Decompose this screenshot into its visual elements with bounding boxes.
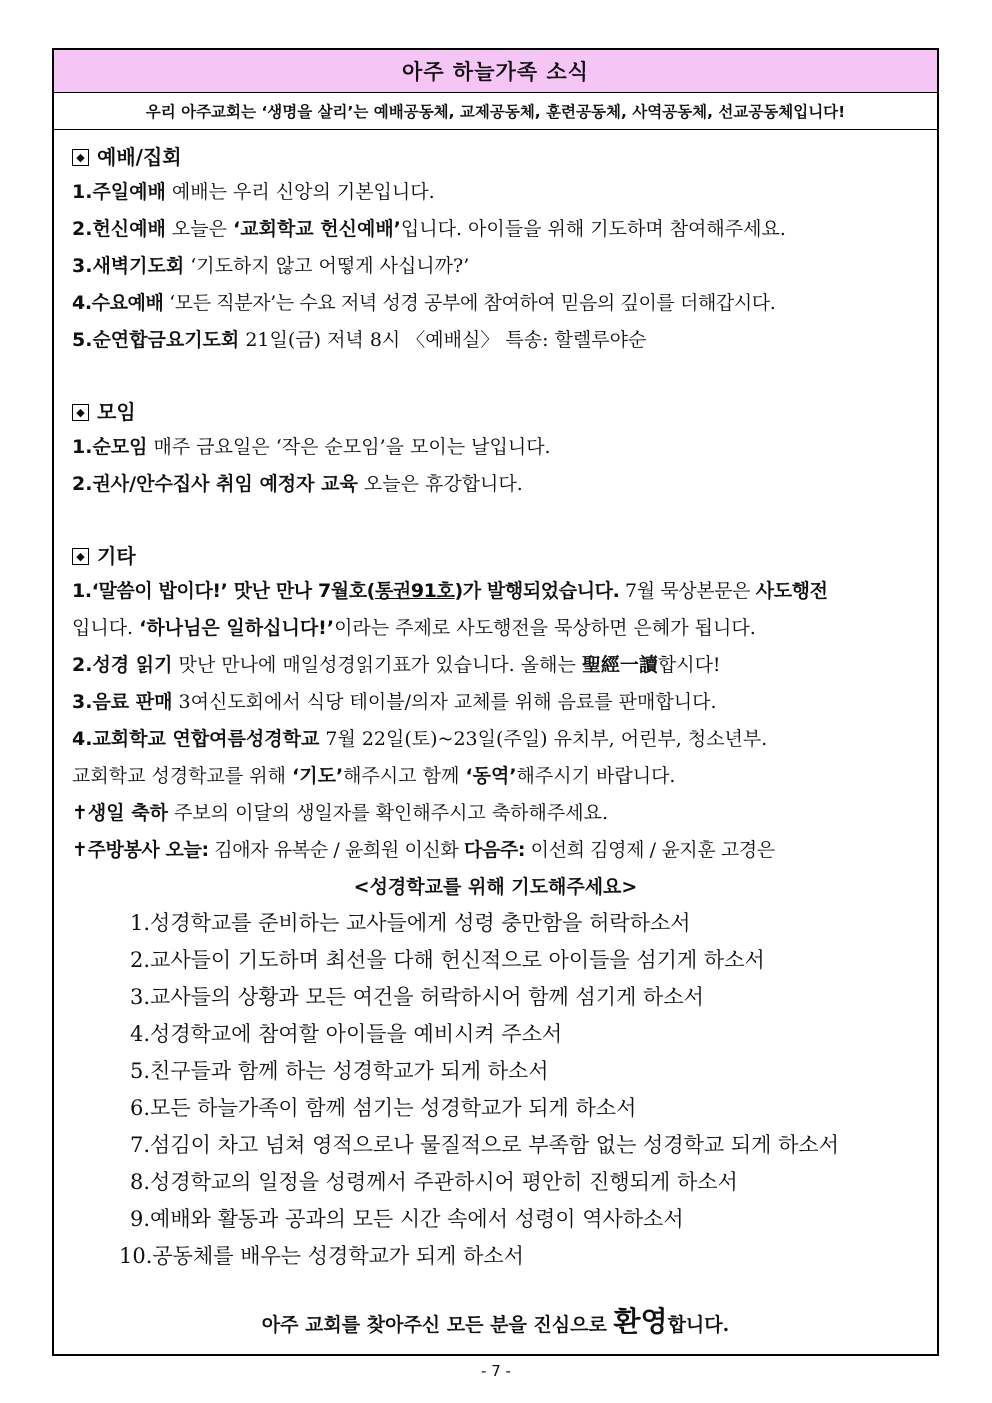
item-text: 7월 22일(토)~23일(주일) 유치부, 어린부, 청소년부. (319, 728, 768, 750)
item-label: 1.‘말씀이 밥이다!’ 맛난 만나 7월호( (72, 580, 375, 602)
worship-item (72, 174, 919, 211)
cross-icon: ✝ (72, 802, 88, 824)
page-number: - 7 - (481, 1362, 511, 1380)
prayer-item: 10.공동체를 배우는 성경학교가 되게 하소서 (119, 1244, 524, 1268)
item-label: 2.성경 읽기 (72, 654, 173, 676)
item-label: 3.음료 판매 (72, 691, 173, 713)
item-label: 1.순모임 (72, 436, 148, 458)
item-text: 이라는 주제로 사도행전을 묵상하면 은혜가 됩니다. (334, 617, 756, 639)
page-title: 아주 하늘가족 소식 (54, 50, 937, 93)
item-emphasis: 사도행전 (755, 580, 828, 602)
item-text: 입니다. (72, 617, 140, 639)
bulletin-frame (52, 48, 939, 1356)
item-text: 오늘은 휴강합니다. (357, 473, 523, 495)
diamond-in-square-icon: ◆ (72, 404, 89, 421)
item-emphasis: 聖經一讀 (581, 654, 658, 676)
item-text: 매주 금요일은 ‘작은 순모임’을 모이는 날입니다. (147, 436, 551, 458)
item-label: 생일 축하 (87, 802, 168, 824)
prayer-item: 9.예배와 활동과 공과의 모든 시간 속에서 성령이 역사하소서 (130, 1207, 684, 1231)
worship-item (72, 285, 919, 322)
item-label: 다음주: (463, 839, 526, 861)
prayer-item: 6.모든 하늘가족이 함께 섬기는 성경학교가 되게 하소서 (130, 1096, 637, 1120)
prayer-item: 8.성경학교의 일정을 성령께서 주관하시어 평안히 진행되게 하소서 (130, 1170, 738, 1194)
section-title: 기타 (97, 544, 136, 568)
etc-item-continued (72, 610, 919, 647)
item-label: 주방봉사 오늘: (87, 839, 209, 861)
prayer-item: 4.성경학교에 참여할 아이들을 예비시켜 주소서 (130, 1022, 563, 1046)
meeting-item (72, 429, 919, 466)
item-label: 2.헌신예배 (72, 218, 166, 240)
cross-icon: ✝ (72, 839, 88, 861)
church-motto: 우리 아주교회는 ‘생명을 살리’는 예배공동체, 교제공동체, 훈련공동체, 사역공동체, 선교공동체입니다! (54, 93, 937, 130)
item-emphasis: ‘하나님은 일하십니다!’ (139, 617, 335, 639)
birthday-notice (72, 795, 919, 832)
etc-item (72, 721, 919, 758)
etc-item (72, 573, 919, 610)
etc-item (72, 684, 919, 721)
item-emphasis: ‘동역’ (465, 765, 517, 787)
item-label: 5.순연합금요기도회 (72, 329, 240, 351)
item-text: 합시다! (657, 654, 721, 676)
item-text: 3여신도회에서 식당 테이블/의자 교체를 위해 음료를 판매합니다. (172, 691, 717, 713)
item-text: ‘기도하지 않고 어떻게 사십니까?’ (184, 255, 470, 277)
etc-item (72, 647, 919, 684)
meeting-item (72, 466, 919, 503)
item-text: 교회학교 성경학교를 위해 (72, 765, 293, 787)
item-text: 주보의 이달의 생일자를 확인해주시고 축하해주세요. (167, 802, 608, 824)
item-label: )가 발행되었습니다. (454, 580, 620, 602)
diamond-in-square-icon: ◆ (72, 548, 89, 565)
item-emphasis: ‘교회학교 헌신예배’ (233, 218, 401, 240)
item-label: 4.수요예배 (72, 292, 164, 314)
item-text: 오늘은 (165, 218, 234, 240)
worship-item (72, 211, 919, 248)
prayer-item: 2.교사들이 기도하며 최선을 다해 헌신적으로 아이들을 섬기게 하소서 (130, 948, 765, 972)
bulletin-content (54, 130, 937, 1275)
item-label: 4.교회학교 연합여름성경학교 (72, 728, 320, 750)
item-text: 해주시기 바랍니다. (516, 765, 676, 787)
prayer-item: 1.성경학교를 준비하는 교사들에게 성령 충만함을 허락하소서 (130, 911, 691, 935)
item-label: 3.새벽기도회 (72, 255, 185, 277)
item-emphasis: ‘기도’ (292, 765, 344, 787)
kitchen-service (72, 832, 919, 869)
worship-item (72, 322, 919, 359)
prayer-item: 3.교사들의 상황과 모든 여건을 허락하시어 함께 섬기게 하소서 (130, 985, 704, 1009)
item-label: 1.주일예배 (72, 181, 166, 203)
welcome-text: 합니다. (667, 1314, 730, 1336)
section-title: 모임 (97, 400, 136, 424)
welcome-message (54, 1300, 937, 1340)
prayer-item: 7.섬김이 차고 넘쳐 영적으로나 물질적으로 부족함 없는 성경학교 되게 하소서 (130, 1133, 839, 1157)
item-text: 21일(금) 저녁 8시 〈예배실〉 특송: 할렐루야순 (239, 329, 647, 351)
section-title: 예배/집회 (97, 145, 182, 169)
item-text: 입니다. 아이들을 위해 기도하며 참여해주세요. (400, 218, 786, 240)
item-label: 2.권사/안수집사 취임 예정자 교육 (72, 473, 358, 495)
welcome-emphasis: 환영 (613, 1305, 668, 1338)
item-text: 예배는 우리 신앙의 기본입니다. (165, 181, 435, 203)
prayer-item: 5.친구들과 함께 하는 성경학교가 되게 하소서 (130, 1059, 549, 1083)
issue-number: 통권91호 (374, 580, 455, 602)
item-text: 맛난 만나에 매일성경읽기표가 있습니다. 올해는 (172, 654, 582, 676)
diamond-in-square-icon: ◆ (72, 149, 89, 166)
item-text: ‘모든 직분자’는 수요 저녁 성경 공부에 참여하여 믿음의 깊이를 더해갑시다. (163, 292, 776, 314)
item-text: 7월 묵상본문은 (619, 580, 756, 602)
welcome-text: 아주 교회를 찾아주신 모든 분을 진심으로 (261, 1314, 614, 1336)
section-etc-heading (72, 539, 919, 573)
section-worship-heading (72, 140, 919, 174)
item-text: 해주시고 함께 (343, 765, 466, 787)
prayer-title: <성경학교를 위해 기도해주세요> (353, 876, 638, 898)
item-text: 김애자 유복순 / 윤희원 이신화 (208, 839, 464, 861)
etc-item-continued (72, 758, 919, 795)
worship-item (72, 248, 919, 285)
item-text: 이선희 김영제 / 윤지훈 고경은 (525, 839, 775, 861)
section-meeting-heading (72, 395, 919, 429)
